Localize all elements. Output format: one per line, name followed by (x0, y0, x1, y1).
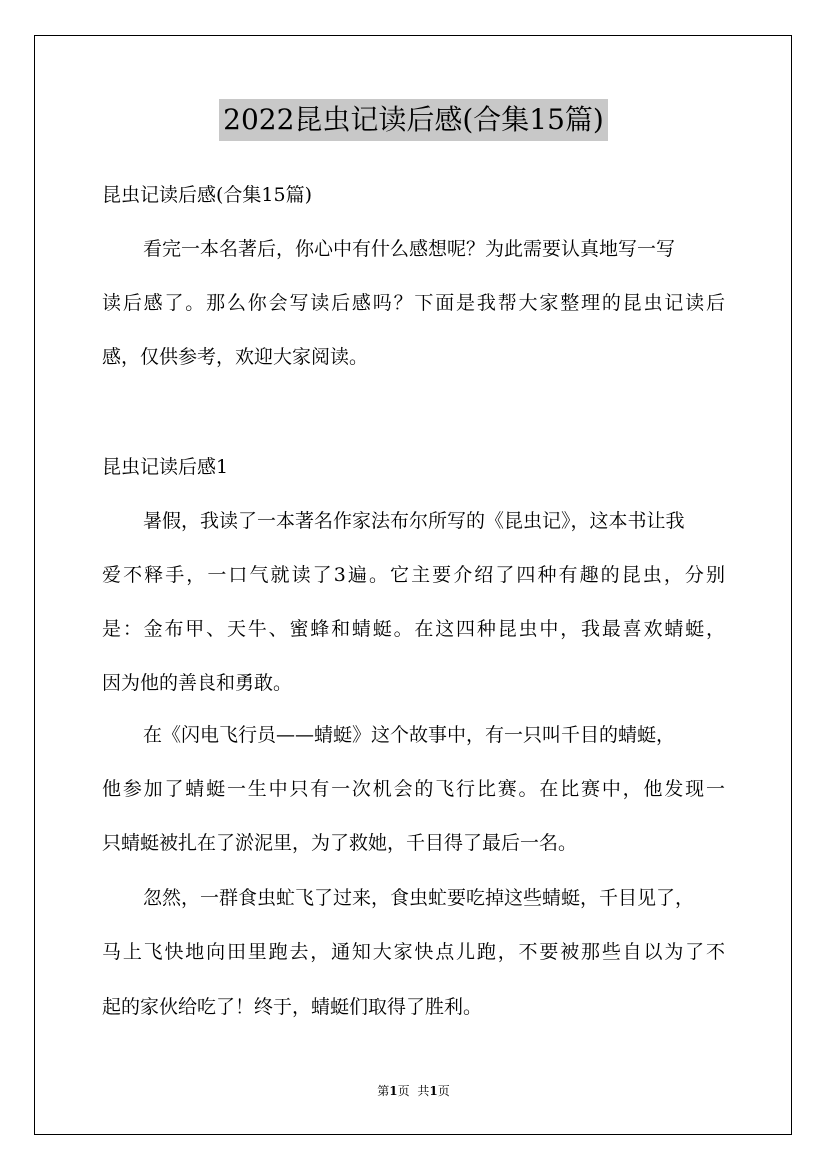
footer-prefix: 第 (377, 1084, 390, 1098)
intro-line-1: 看完一本名著后，你心中有什么感想呢？为此需要认真地写一写 (143, 238, 676, 260)
intro-line-2: 读后感了。那么你会写读后感吗？下面是我帮大家整理的昆虫记读后 (102, 292, 725, 314)
footer-total-suffix: 页 (437, 1084, 450, 1098)
section-heading: 昆虫记读后感1 (102, 456, 229, 478)
footer-page-suffix: 页 (397, 1084, 410, 1098)
document-title: 2022昆虫记读后感(合集15篇) (219, 99, 608, 141)
p1-line-3: 是：金布甲、天牛、蜜蜂和蜻蜓。在这四种昆虫中，我最喜欢蜻蜓， (102, 618, 725, 640)
footer-total-pages: 1 (429, 1084, 438, 1098)
page-footer (0, 1083, 827, 1099)
p2-line-2: 他参加了蜻蜓一生中只有一次机会的飞行比赛。在比赛中，他发现一 (102, 778, 725, 800)
p3-line-3: 起的家伙给吃了！终于，蜻蜓们取得了胜利。 (102, 996, 483, 1018)
intro-line-3: 感，仅供参考，欢迎大家阅读。 (102, 346, 369, 368)
p1-line-4: 因为他的善良和勇敢。 (102, 672, 293, 694)
p2-line-1: 在《闪电飞行员——蜻蜓》这个故事中，有一只叫千目的蜻蜓， (143, 724, 676, 746)
p1-line-1: 暑假，我读了一本著名作家法布尔所写的《昆虫记》，这本书让我 (143, 510, 685, 532)
p2-line-3: 只蜻蜓被扎在了淤泥里，为了救她，千目得了最后一名。 (102, 832, 578, 854)
footer-page-number: 1 (389, 1084, 398, 1098)
p3-line-2: 马上飞快地向田里跑去，通知大家快点儿跑，不要被那些自以为了不 (102, 941, 725, 963)
footer-total-prefix: 共 (417, 1084, 430, 1098)
title-container (0, 99, 827, 141)
document-subtitle: 昆虫记读后感(合集15篇) (102, 184, 313, 206)
p1-line-2: 爱不释手，一口气就读了3遍。它主要介绍了四种有趣的昆虫，分别 (102, 564, 725, 586)
p3-line-1: 忽然，一群食虫虻飞了过来，食虫虻要吃掉这些蜻蜓，千目见了， (143, 887, 695, 909)
